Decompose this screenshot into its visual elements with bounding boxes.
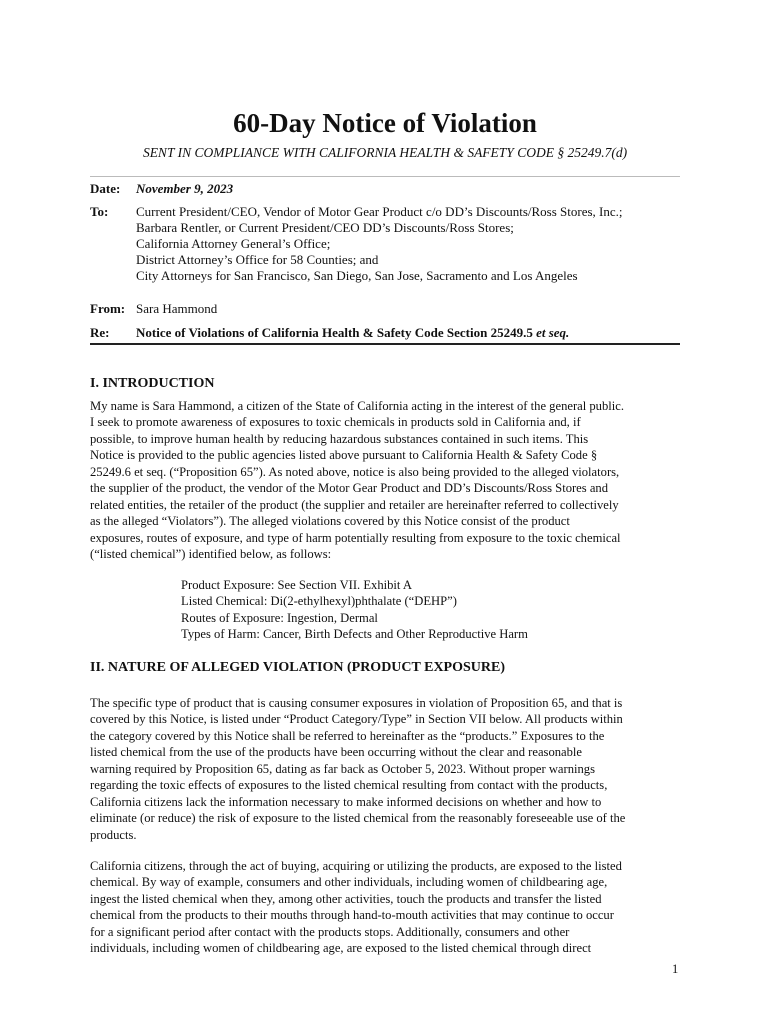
page-subtitle: SENT IN COMPLIANCE WITH CALIFORNIA HEALTH & SAFETY CODE § 25249.7(d) <box>142 145 628 160</box>
page-number: 1 <box>672 962 679 976</box>
from-label: From: <box>90 301 126 316</box>
violation-paragraph-1 <box>90 695 682 843</box>
paragraph-line: individuals, including women of childbearing age, are exposed to the listed chemical through direct <box>90 941 592 956</box>
paragraph-line: California citizens, through the act of buying, acquiring or utilizing the products, are exposed to the listed <box>90 859 622 873</box>
from-value: Sara Hammond <box>136 301 218 316</box>
section-heading-nature-of-violation: II. NATURE OF ALLEGED VIOLATION (PRODUCT EXPOSURE) <box>90 660 506 675</box>
re-label: Re: <box>90 325 110 340</box>
to-line: Barbara Rentler, or Current President/CEO DD’s Discounts/Ross Stores; <box>136 220 514 235</box>
paragraph-line: ingest the listed chemical when they, among other activities, touch the products and transfer the listed <box>90 891 602 906</box>
exposure-details <box>181 577 528 642</box>
section-heading-introduction: I. INTRODUCTION <box>90 376 215 391</box>
violation-paragraph-2 <box>90 858 682 957</box>
paragraph-line: for a significant period after contact with the products stops. Additionally, consumers and other <box>90 924 570 939</box>
paragraph-line: I seek to promote awareness of exposures to toxic chemicals in products sold in California and, if <box>90 415 581 430</box>
paragraph-line: chemical from the products to their mouths through hand-to-mouth activities that may continue to occur <box>90 908 614 923</box>
to-line: District Attorney’s Office for 58 Counties; and <box>136 252 379 267</box>
paragraph-line: the category covered by this Notice shall be referred to hereinafter as the “products.” Exposures to the <box>90 728 605 743</box>
paragraph-line: possible, to improve human health by reducing hazardous substances contained in such items. This <box>90 431 589 446</box>
paragraph-line: chemical. By way of example, consumers and other individuals, including women of childbearing age, <box>90 875 608 890</box>
paragraph-line: related entities, the retailer of the product (the supplier and retailer are hereinafter referred to collectively <box>90 497 619 512</box>
paragraph-line: covered by this Notice, is listed under “Product Category/Type” in Section VII below. All products within <box>90 712 623 727</box>
detail-types-of-harm: Types of Harm: Cancer, Birth Defects and Other Reproductive Harm <box>181 626 528 641</box>
re-suffix: et seq. <box>536 325 570 340</box>
paragraph-line: as the alleged “Violators”). The alleged violations covered by this Notice consist of the product <box>90 514 570 529</box>
paragraph-line: exposures, routes of exposure, and type of harm potentially resulting from exposure to the toxic chemical <box>90 530 621 545</box>
paragraph-line: products. <box>90 827 137 842</box>
paragraph-line: warning required by Proposition 65, dating as far back as October 5, 2023. Without proper warnings <box>90 761 595 776</box>
to-line: California Attorney General’s Office; <box>136 236 331 251</box>
paragraph-line: The specific type of product that is causing consumer exposures in violation of Proposition 65, and that is <box>90 696 623 710</box>
detail-routes-of-exposure: Routes of Exposure: Ingestion, Dermal <box>181 610 378 625</box>
re-text: Notice of Violations of California Health & Safety Code Section 25249.5 <box>136 325 533 340</box>
re-value <box>136 325 696 341</box>
paragraph-line: 25249.6 et seq. (“Proposition 65”). As noted above, notice is also being provided to the alleged violators, <box>90 464 620 479</box>
meta-divider <box>90 343 680 345</box>
detail-listed-chemical: Listed Chemical: Di(2-ethylhexyl)phthalate (“DEHP”) <box>181 594 457 609</box>
to-line: City Attorneys for San Francisco, San Diego, San Jose, Sacramento and Los Angeles <box>136 268 578 283</box>
paragraph-line: eliminate (or reduce) the risk of exposure to the listed chemical from the reasonably foreseeable use of the <box>90 811 626 826</box>
to-line: Current President/CEO, Vendor of Motor Gear Product c/o DD’s Discounts/Ross Stores, Inc.; <box>136 204 623 219</box>
paragraph-line: (“listed chemical”) identified below, as follows: <box>90 547 332 562</box>
date-value: November 9, 2023 <box>136 181 234 196</box>
paragraph-line: My name is Sara Hammond, a citizen of the State of California acting in the interest of the general public. <box>90 399 625 413</box>
paragraph-line: regarding the toxic effects of exposures to the listed chemical resulting from contact with the products, <box>90 778 608 793</box>
to-recipients <box>136 204 696 284</box>
header-divider <box>90 176 680 177</box>
paragraph-line: listed chemical from the use of the products have been occurring without the clear and reasonable <box>90 745 583 760</box>
intro-paragraph <box>90 398 682 563</box>
date-label: Date: <box>90 181 121 196</box>
paragraph-line: Notice is provided to the public agencies listed above pursuant to California Health & Safety Code § <box>90 448 598 463</box>
detail-product-exposure: Product Exposure: See Section VII. Exhibit A <box>181 578 412 592</box>
paragraph-line: the supplier of the product, the vendor of the Motor Gear Product and DD’s Discounts/Ross Stores and <box>90 481 609 496</box>
paragraph-line: California citizens lack the information necessary to make informed decisions on whether and how to <box>90 794 602 809</box>
to-label: To: <box>90 204 109 219</box>
page-title: 60-Day Notice of Violation <box>233 108 537 138</box>
